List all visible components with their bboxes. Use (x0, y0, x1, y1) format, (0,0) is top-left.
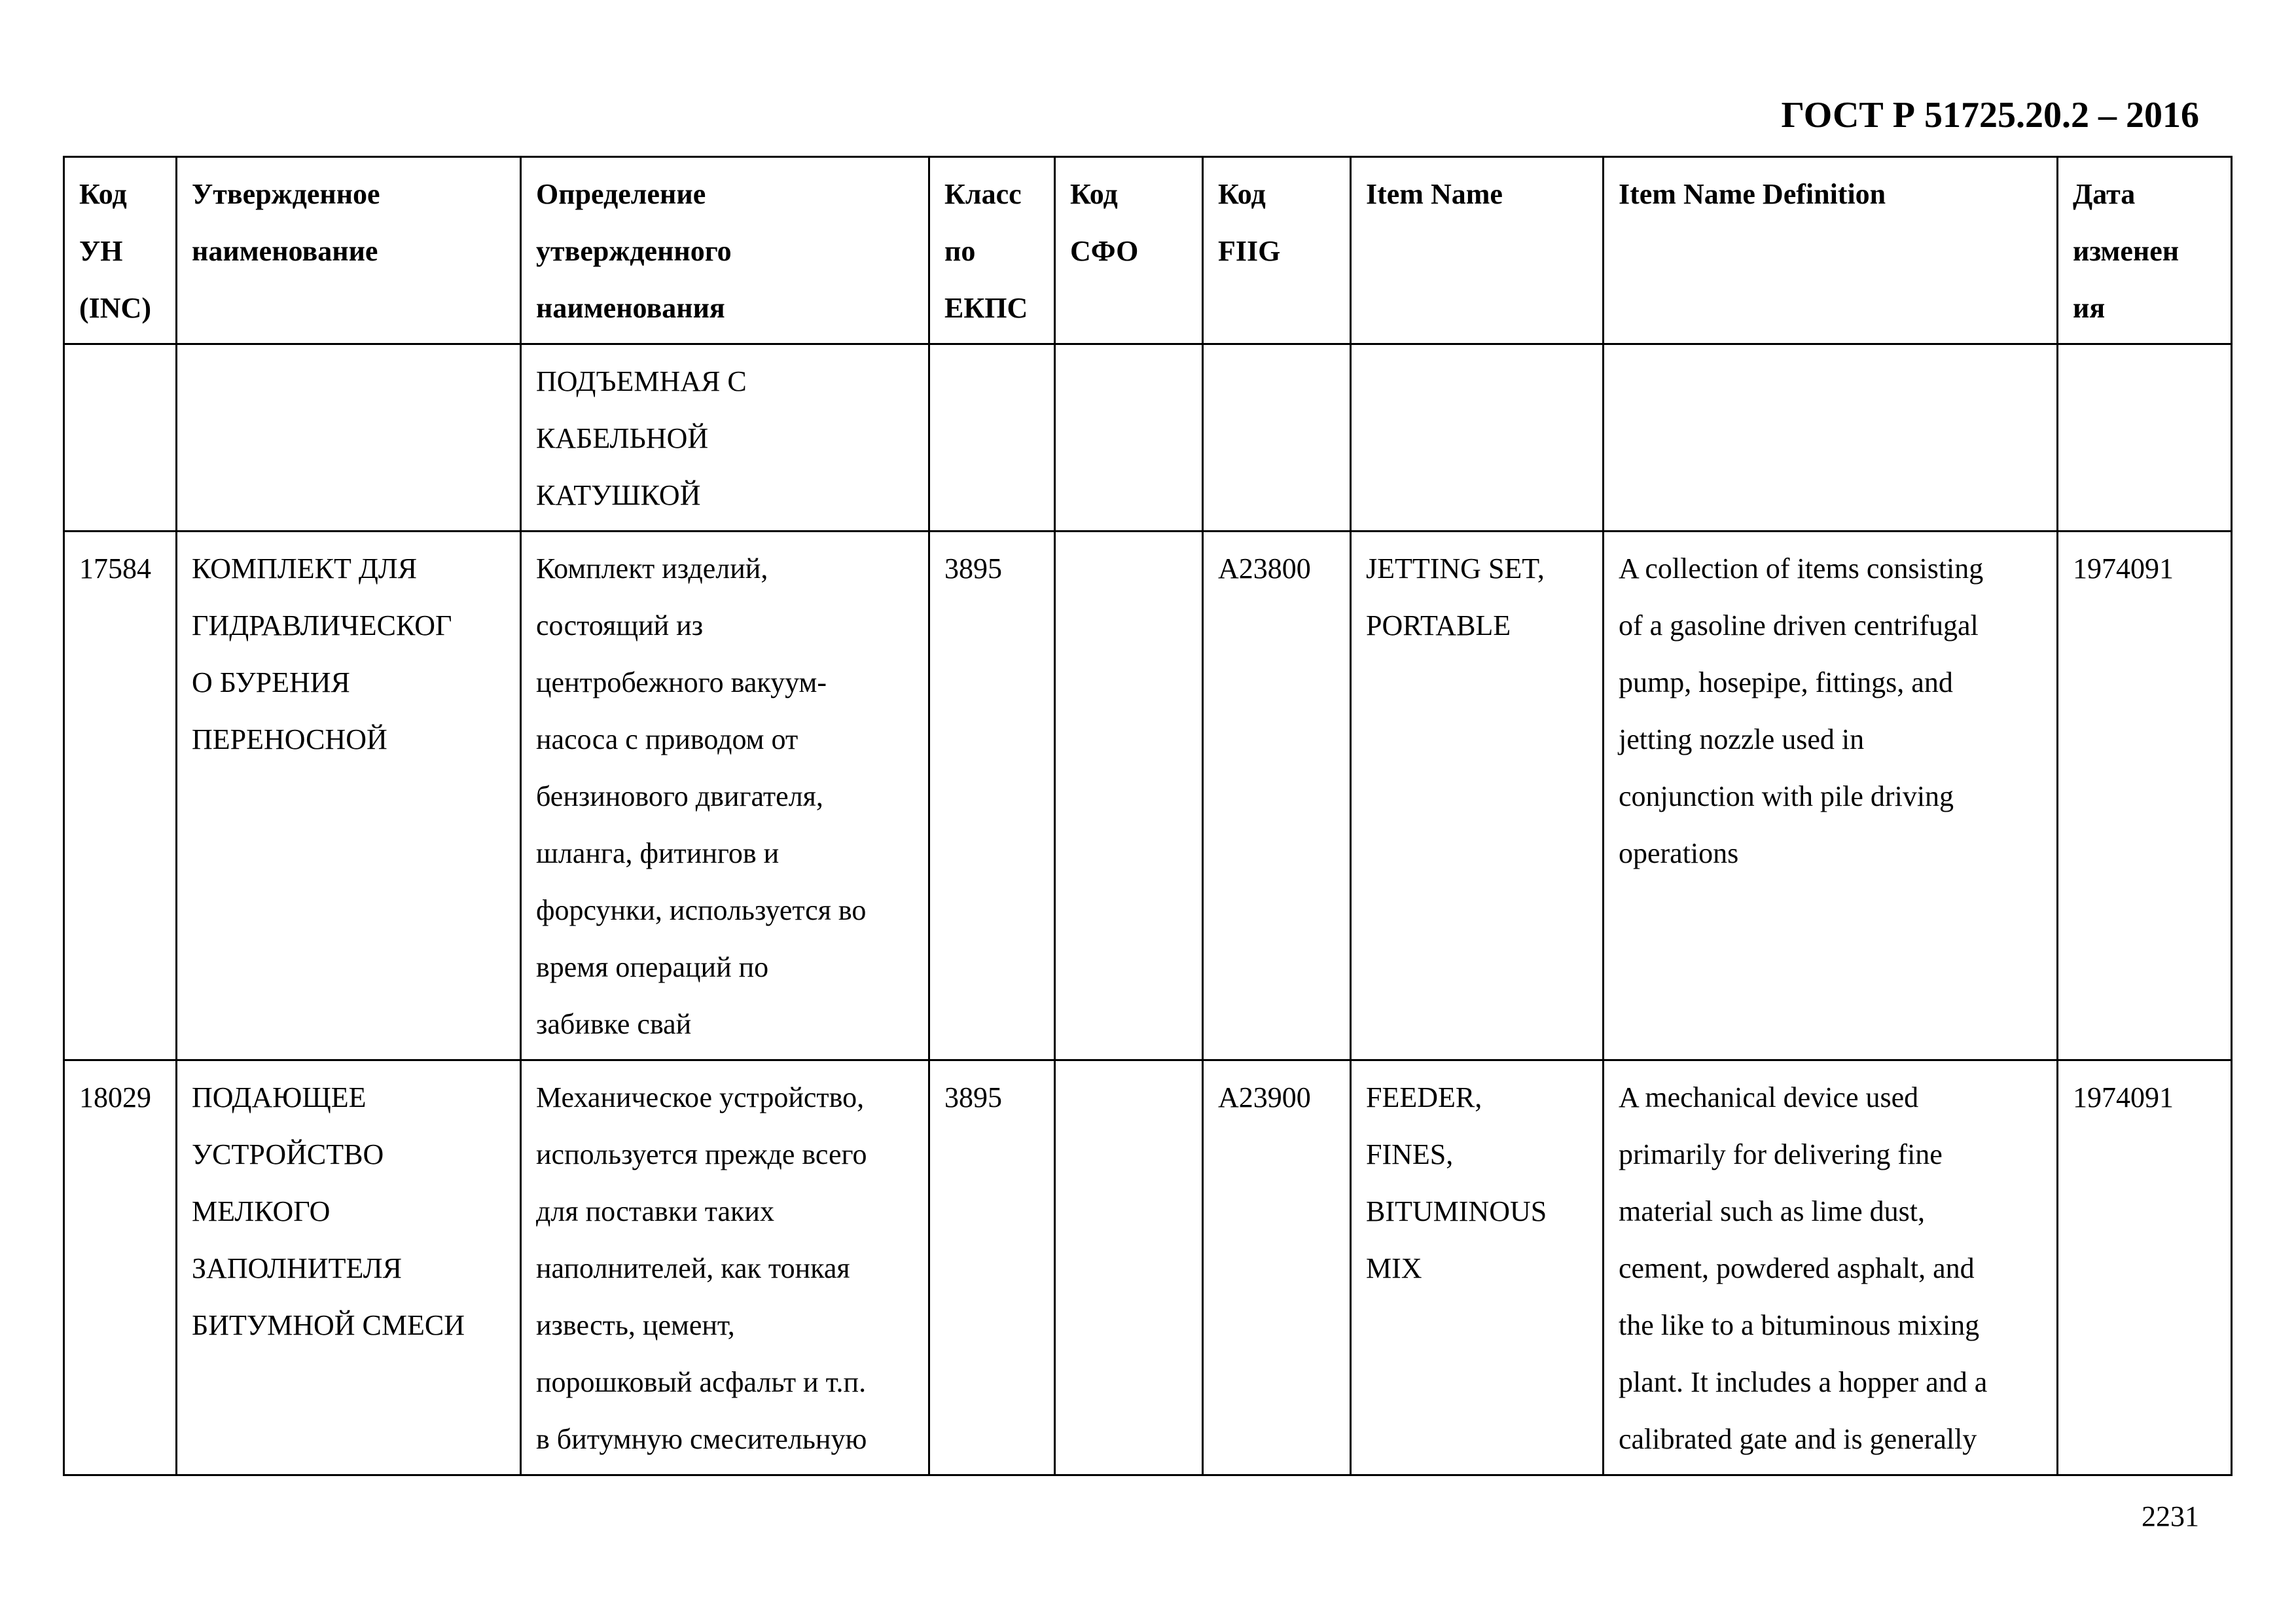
column-header-inc: Код УН (INC) (64, 157, 177, 344)
column-header-approved-name: Утвержденное наименование (177, 157, 521, 344)
column-header-item-name-definition: Item Name Definition (1604, 157, 2058, 344)
cell-ekps-class: 3895 (929, 1060, 1055, 1475)
cell-item-name (1351, 344, 1604, 532)
cell-fiig-code (1203, 344, 1351, 532)
column-header-definition: Определение утвержденного наименования (521, 157, 929, 344)
cell-approved-name: ПОДАЮЩЕЕ УСТРОЙСТВО МЕЛКОГО ЗАПОЛНИТЕЛЯ БИТУМНОЙ СМЕСИ (177, 1060, 521, 1475)
cell-definition: Комплект изделий, состоящий из центробежного вакуум- насоса с приводом от бензинового двигателя, шланга, фитингов и форсунки, используется во время операций по забивке свай (521, 532, 929, 1060)
column-header-ekps-class: Класс по ЕКПС (929, 157, 1055, 344)
cell-ekps-class (929, 344, 1055, 532)
document-code: ГОСТ Р 51725.20.2 – 2016 (1781, 95, 2199, 135)
cell-sfo-code (1055, 344, 1203, 532)
cell-item-name-definition: A mechanical device used primarily for delivering fine material such as lime dust, cement, powdered asphalt, and the like to a bituminous mixing plant. It includes a hopper and a calibrated gate and is generally (1604, 1060, 2058, 1475)
cell-inc (64, 344, 177, 532)
cell-change-date: 1974091 (2058, 1060, 2232, 1475)
cell-sfo-code (1055, 1060, 1203, 1475)
table-row (64, 344, 2232, 532)
cell-approved-name: КОМПЛЕКТ ДЛЯ ГИДРАВЛИЧЕСКОГ О БУРЕНИЯ ПЕРЕНОСНОЙ (177, 532, 521, 1060)
cell-inc: 17584 (64, 532, 177, 1060)
cell-item-name: JETTING SET, PORTABLE (1351, 532, 1604, 1060)
table-row (64, 1060, 2232, 1475)
cell-approved-name (177, 344, 521, 532)
cell-item-name-definition: A collection of items consisting of a gasoline driven centrifugal pump, hosepipe, fittings, and jetting nozzle used in conjunction with pile driving operations (1604, 532, 2058, 1060)
column-header-fiig-code: Код FIIG (1203, 157, 1351, 344)
cell-change-date: 1974091 (2058, 532, 2232, 1060)
cell-change-date (2058, 344, 2232, 532)
cell-definition: ПОДЪЕМНАЯ С КАБЕЛЬНОЙ КАТУШКОЙ (521, 344, 929, 532)
cell-sfo-code (1055, 532, 1203, 1060)
column-header-item-name: Item Name (1351, 157, 1604, 344)
item-names-table (63, 156, 2233, 1476)
cell-ekps-class: 3895 (929, 532, 1055, 1060)
column-header-change-date: Дата изменен ия (2058, 157, 2232, 344)
cell-inc: 18029 (64, 1060, 177, 1475)
cell-definition: Механическое устройство, используется прежде всего для поставки таких наполнителей, как тонкая известь, цемент, порошковый асфальт и т.п. в битумную смесительную (521, 1060, 929, 1475)
page-number: 2231 (2142, 1500, 2199, 1532)
table-header-row (64, 157, 2232, 344)
cell-fiig-code: A23800 (1203, 532, 1351, 1060)
column-header-sfo-code: Код СФО (1055, 157, 1203, 344)
cell-fiig-code: A23900 (1203, 1060, 1351, 1475)
cell-item-name-definition (1604, 344, 2058, 532)
cell-item-name: FEEDER, FINES, BITUMINOUS MIX (1351, 1060, 1604, 1475)
table-row (64, 532, 2232, 1060)
